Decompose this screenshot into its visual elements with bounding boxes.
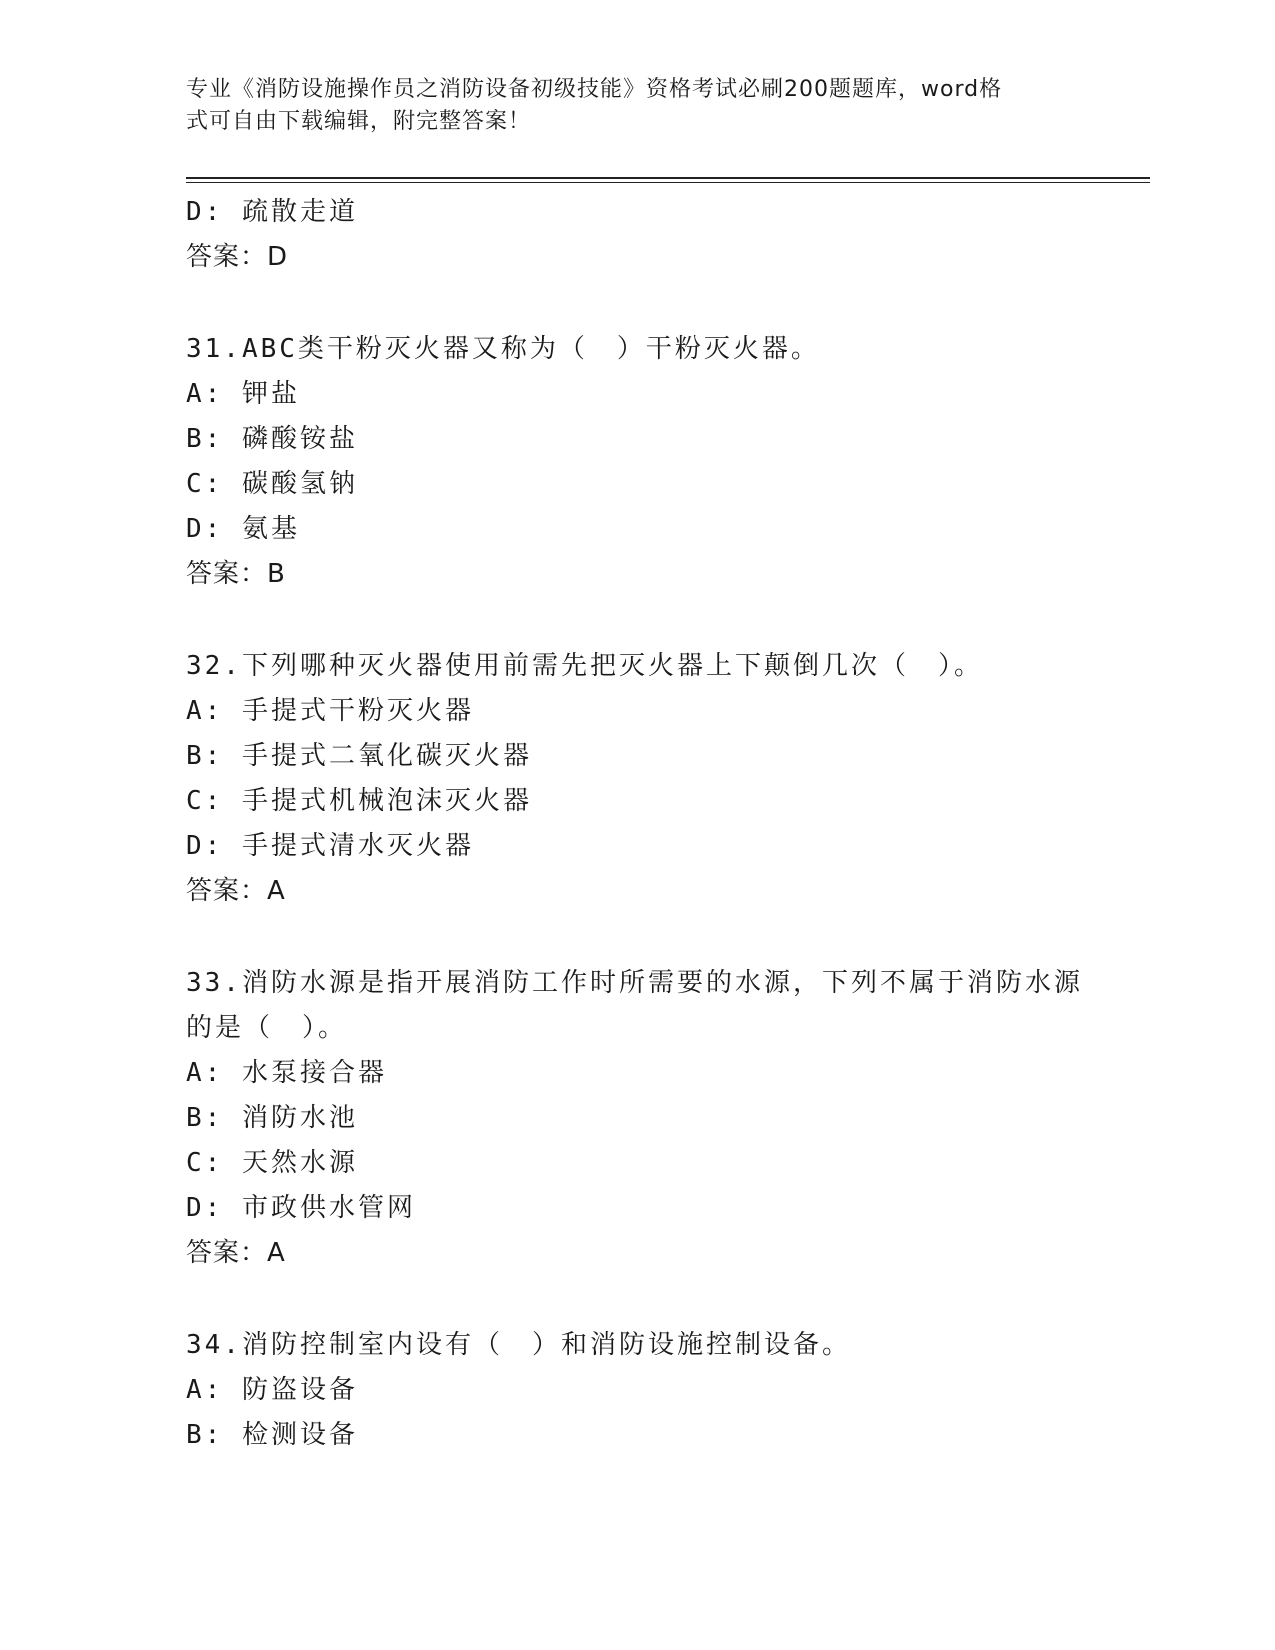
answer: 答案：B <box>186 559 286 589</box>
option-d: D: 氨基 <box>186 514 300 544</box>
question-text: 31.ABC类干粉灭火器又称为（ ）干粉灭火器。 <box>186 334 820 364</box>
option-b: B: 检测设备 <box>186 1420 358 1450</box>
option-b: B: 消防水池 <box>186 1103 358 1133</box>
option-d: D: 手提式清水灭火器 <box>186 831 474 861</box>
option-a: A: 手提式干粉灭火器 <box>186 696 474 726</box>
option-d: D: 市政供水管网 <box>186 1193 416 1223</box>
option-c: C: 手提式机械泡沫灭火器 <box>186 786 532 816</box>
header-rule-thick <box>186 177 1150 179</box>
option-c: C: 碳酸氢钠 <box>186 469 358 499</box>
question-text-line-2: 的是（ ）。 <box>186 1013 348 1043</box>
question-text-line-1: 33.消防水源是指开展消防工作时所需要的水源，下列不属于消防水源 <box>186 968 1083 998</box>
question-33 <box>186 961 1086 1276</box>
option-b: B: 磷酸铵盐 <box>186 424 358 454</box>
question-30-fragment <box>186 190 1086 280</box>
answer: 答案：D <box>186 242 289 272</box>
header-rule-thin <box>186 182 1150 183</box>
option-a: A: 钾盐 <box>186 379 300 409</box>
page-header <box>186 74 1066 138</box>
question-31 <box>186 327 1086 597</box>
option-d: D: 疏散走道 <box>186 197 358 227</box>
answer: 答案：A <box>186 876 286 906</box>
option-a: A: 水泵接合器 <box>186 1058 387 1088</box>
question-32 <box>186 644 1086 914</box>
answer: 答案：A <box>186 1238 286 1268</box>
question-list <box>186 190 1086 1458</box>
question-34 <box>186 1323 1086 1458</box>
header-line-1: 专业《消防设施操作员之消防设备初级技能》资格考试必刷200题题库，word格 <box>186 77 1003 102</box>
option-a: A: 防盗设备 <box>186 1375 358 1405</box>
option-c: C: 天然水源 <box>186 1148 358 1178</box>
header-line-2: 式可自由下载编辑，附完整答案！ <box>186 109 532 134</box>
option-b: B: 手提式二氧化碳灭火器 <box>186 741 532 771</box>
question-text: 32.下列哪种灭火器使用前需先把灭火器上下颠倒几次（ ）。 <box>186 651 983 681</box>
question-text: 34.消防控制室内设有（ ）和消防设施控制设备。 <box>186 1330 851 1360</box>
